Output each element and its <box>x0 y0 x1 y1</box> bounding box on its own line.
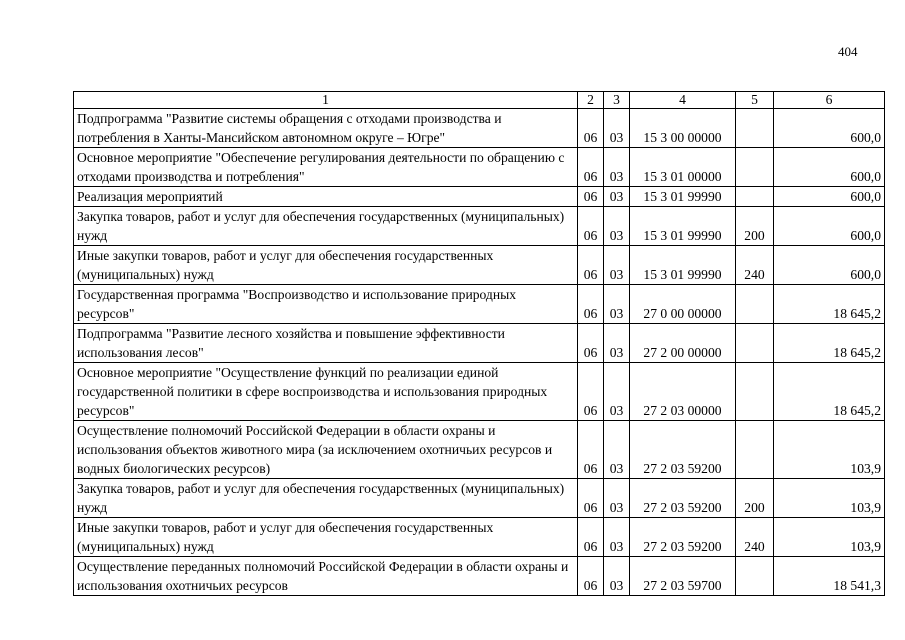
row-code-cell: 27 2 03 00000 <box>630 363 736 421</box>
budget-table <box>73 91 885 596</box>
header-cell-4: 4 <box>630 92 736 109</box>
row-subsection-cell: 03 <box>604 363 630 421</box>
row-type-cell <box>736 148 774 187</box>
table-row <box>74 246 885 285</box>
table-row <box>74 285 885 324</box>
row-subsection-cell: 03 <box>604 285 630 324</box>
header-cell-2: 2 <box>578 92 604 109</box>
row-code-cell: 27 2 03 59200 <box>630 479 736 518</box>
row-subsection-cell: 03 <box>604 187 630 207</box>
row-name-cell: Реализация мероприятий <box>74 187 578 207</box>
row-name-cell: Подпрограмма "Развитие лесного хозяйства и повышение эффективности использования лесов" <box>74 324 578 363</box>
row-amount-cell: 18 541,3 <box>774 557 885 596</box>
row-amount-cell: 18 645,2 <box>774 285 885 324</box>
row-section-cell: 06 <box>578 285 604 324</box>
header-cell-5: 5 <box>736 92 774 109</box>
row-amount-cell: 600,0 <box>774 148 885 187</box>
table-row <box>74 148 885 187</box>
row-code-cell: 15 3 01 99990 <box>630 187 736 207</box>
row-amount-cell: 600,0 <box>774 187 885 207</box>
row-code-cell: 27 2 03 59200 <box>630 421 736 479</box>
row-section-cell: 06 <box>578 479 604 518</box>
row-type-cell <box>736 285 774 324</box>
row-amount-cell: 103,9 <box>774 518 885 557</box>
row-section-cell: 06 <box>578 109 604 148</box>
row-type-cell: 200 <box>736 207 774 246</box>
row-type-cell <box>736 109 774 148</box>
table-body <box>74 109 885 596</box>
row-amount-cell: 18 645,2 <box>774 324 885 363</box>
row-amount-cell: 600,0 <box>774 207 885 246</box>
row-name-cell: Осуществление переданных полномочий Российской Федерации в области охраны и использования охотничьих ресурсов <box>74 557 578 596</box>
row-name-cell: Закупка товаров, работ и услуг для обеспечения государственных (муниципальных) нужд <box>74 479 578 518</box>
row-type-cell <box>736 363 774 421</box>
table-header-row <box>74 92 885 109</box>
table-row <box>74 363 885 421</box>
row-name-cell: Закупка товаров, работ и услуг для обеспечения государственных (муниципальных) нужд <box>74 207 578 246</box>
table-row <box>74 109 885 148</box>
row-type-cell: 240 <box>736 518 774 557</box>
row-code-cell: 15 3 01 00000 <box>630 148 736 187</box>
table-row <box>74 207 885 246</box>
row-name-cell: Иные закупки товаров, работ и услуг для обеспечения государственных (муниципальных) нужд <box>74 246 578 285</box>
row-code-cell: 27 0 00 00000 <box>630 285 736 324</box>
row-subsection-cell: 03 <box>604 148 630 187</box>
row-code-cell: 15 3 01 99990 <box>630 246 736 285</box>
row-amount-cell: 600,0 <box>774 109 885 148</box>
page-number: 404 <box>838 44 858 59</box>
row-subsection-cell: 03 <box>604 109 630 148</box>
row-subsection-cell: 03 <box>604 207 630 246</box>
row-name-cell: Основное мероприятие "Обеспечение регулирования деятельности по обращению с отходами производства и потребления" <box>74 148 578 187</box>
table-row <box>74 324 885 363</box>
row-type-cell <box>736 324 774 363</box>
row-section-cell: 06 <box>578 148 604 187</box>
row-code-cell: 15 3 00 00000 <box>630 109 736 148</box>
row-subsection-cell: 03 <box>604 246 630 285</box>
row-name-cell: Иные закупки товаров, работ и услуг для обеспечения государственных (муниципальных) нужд <box>74 518 578 557</box>
row-code-cell: 27 2 03 59200 <box>630 518 736 557</box>
row-code-cell: 27 2 03 59700 <box>630 557 736 596</box>
header-cell-6: 6 <box>774 92 885 109</box>
row-subsection-cell: 03 <box>604 421 630 479</box>
row-section-cell: 06 <box>578 246 604 285</box>
row-subsection-cell: 03 <box>604 324 630 363</box>
row-type-cell <box>736 187 774 207</box>
row-amount-cell: 600,0 <box>774 246 885 285</box>
row-name-cell: Основное мероприятие "Осуществление функций по реализации единой государственной политики в сфере воспроизводства и использования природных ресурсов" <box>74 363 578 421</box>
row-section-cell: 06 <box>578 363 604 421</box>
row-type-cell <box>736 421 774 479</box>
row-code-cell: 27 2 00 00000 <box>630 324 736 363</box>
table-row <box>74 479 885 518</box>
row-section-cell: 06 <box>578 207 604 246</box>
table-row <box>74 421 885 479</box>
row-section-cell: 06 <box>578 518 604 557</box>
header-cell-3: 3 <box>604 92 630 109</box>
row-subsection-cell: 03 <box>604 518 630 557</box>
row-type-cell: 200 <box>736 479 774 518</box>
row-subsection-cell: 03 <box>604 479 630 518</box>
header-cell-1: 1 <box>74 92 578 109</box>
row-code-cell: 15 3 01 99990 <box>630 207 736 246</box>
table-row <box>74 557 885 596</box>
row-name-cell: Подпрограмма "Развитие системы обращения с отходами производства и потребления в Ханты-Мансийском автономном округе – Югре" <box>74 109 578 148</box>
table-row <box>74 518 885 557</box>
row-amount-cell: 18 645,2 <box>774 363 885 421</box>
row-type-cell: 240 <box>736 246 774 285</box>
row-amount-cell: 103,9 <box>774 479 885 518</box>
row-subsection-cell: 03 <box>604 557 630 596</box>
row-section-cell: 06 <box>578 324 604 363</box>
row-type-cell <box>736 557 774 596</box>
row-amount-cell: 103,9 <box>774 421 885 479</box>
table-row <box>74 187 885 207</box>
row-section-cell: 06 <box>578 421 604 479</box>
row-section-cell: 06 <box>578 557 604 596</box>
row-section-cell: 06 <box>578 187 604 207</box>
row-name-cell: Государственная программа "Воспроизводство и использование природных ресурсов" <box>74 285 578 324</box>
row-name-cell: Осуществление полномочий Российской Федерации в области охраны и использования объектов животного мира (за исключением охотничьих ресурсов и водных биологических ресурсов) <box>74 421 578 479</box>
